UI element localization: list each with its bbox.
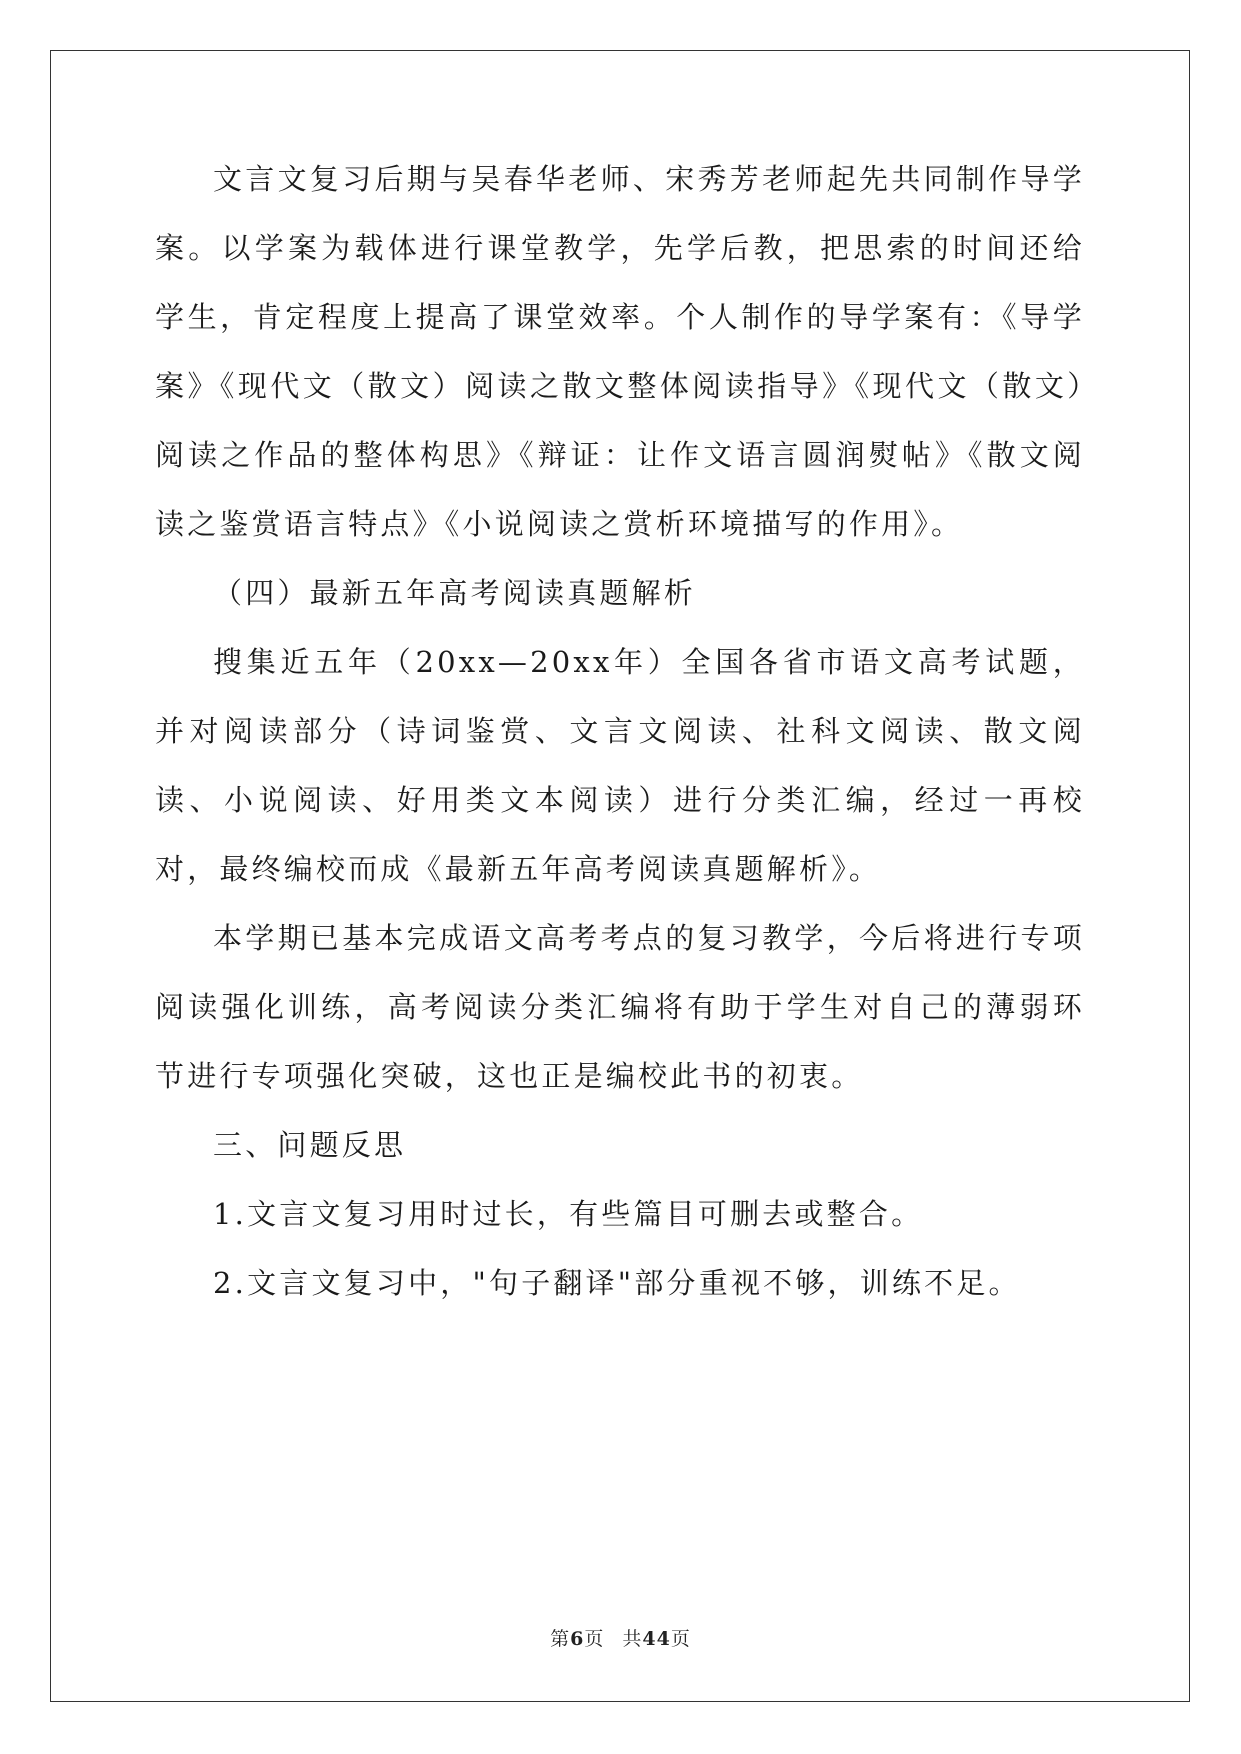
total-suffix: 页 bbox=[670, 1628, 691, 1650]
total-prefix: 共 bbox=[622, 1628, 643, 1650]
total-pages: 44 bbox=[642, 1628, 671, 1650]
paragraph: 搜集近五年（20xx—20xx年）全国各省市语文高考试题，并对阅读部分（诗词鉴赏、文言文阅读、社科文阅读、散文阅读、小说阅读、好用类文本阅读）进行分类汇编，经过一再校对，最终编校而成《最新五年高考阅读真题解析》。 bbox=[155, 645, 1085, 886]
page-suffix: 页 bbox=[584, 1628, 605, 1650]
paragraph: 文言文复习后期与吴春华老师、宋秀芳老师起先共同制作导学案。以学案为载体进行课堂教学，先学后教，把思索的时间还给学生，肯定程度上提高了课堂效率。个人制作的导学案有：《导学案》《现代文（散文）阅读之散文整体阅读指导》《现代文（散文）阅读之作品的整体构思》《辩证：让作文语言圆润熨帖》《散文阅读之鉴赏语言特点》《小说阅读之赏析环境描写的作用》。 bbox=[155, 162, 1085, 541]
paragraph: 本学期已基本完成语文高考考点的复习教学，今后将进行专项阅读强化训练，高考阅读分类汇编将有助于学生对自己的薄弱环节进行专项强化突破，这也正是编校此书的初衷。 bbox=[155, 921, 1085, 1093]
page-number: 6 bbox=[570, 1628, 585, 1650]
page-prefix: 第 bbox=[550, 1628, 571, 1650]
document-body bbox=[155, 145, 1085, 1318]
list-item: 2.文言文复习中，"句子翻译"部分重视不够，训练不足。 bbox=[213, 1266, 1021, 1300]
list-item: 1.文言文复习用时过长，有些篇目可删去或整合。 bbox=[213, 1197, 924, 1231]
section-heading: （四）最新五年高考阅读真题解析 bbox=[213, 576, 697, 610]
section-heading: 三、问题反思 bbox=[213, 1128, 407, 1162]
page-footer bbox=[0, 1624, 1241, 1651]
